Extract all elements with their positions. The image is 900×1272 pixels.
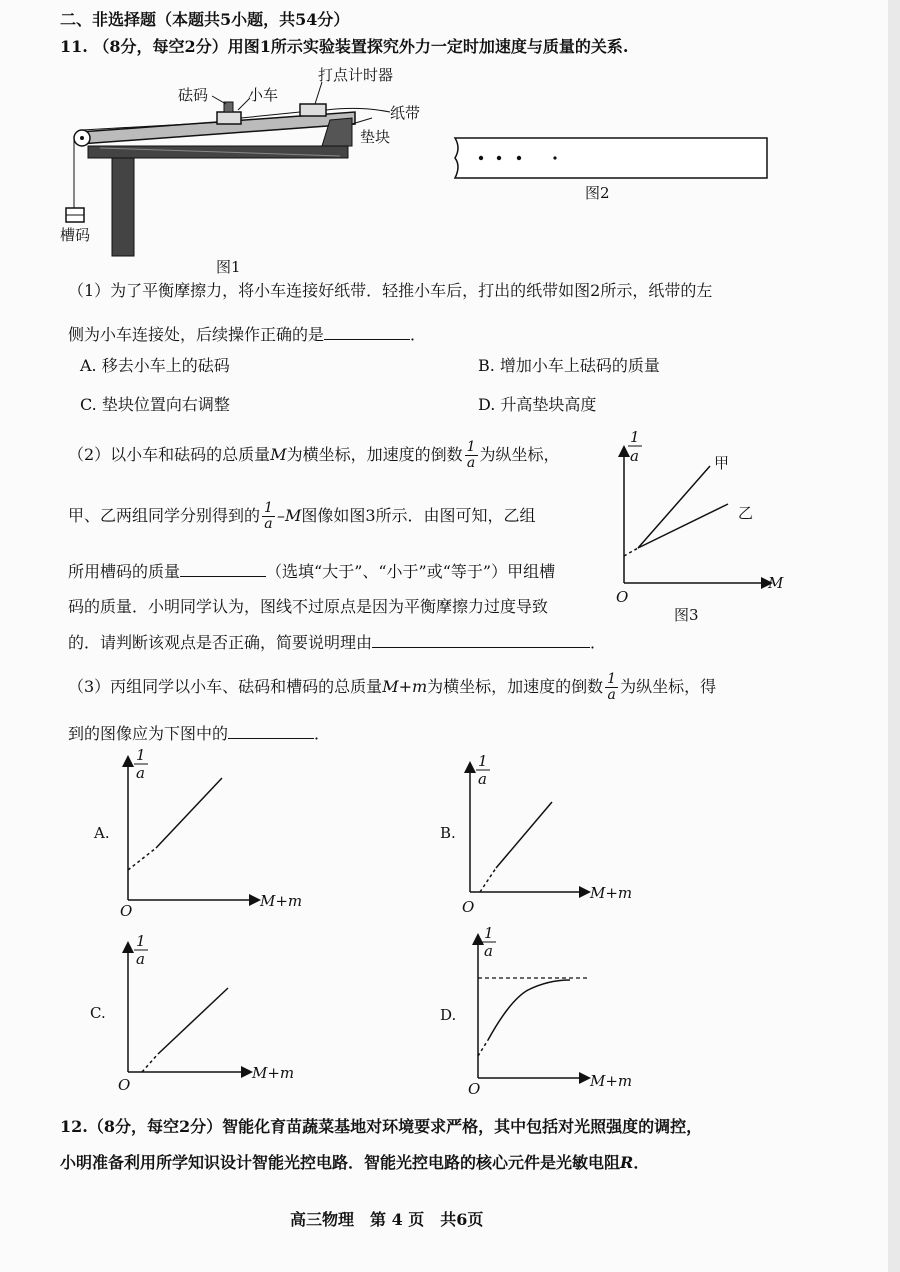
var-m-plus-m: M+m (382, 677, 428, 696)
y-num: 1 (136, 746, 146, 764)
q11-p2-text: 的．请判断该观点是否正确，简要说明理由 (68, 633, 373, 652)
origin: O (120, 902, 133, 920)
fig1-caption: 图1 (216, 258, 241, 276)
figure2-tape (455, 130, 775, 210)
option-a: A. 移去小车上的砝码 (80, 356, 230, 375)
q11-p1-line2-text: 侧为小车连接处，后续操作正确的是 (68, 325, 325, 344)
tape-dot (517, 156, 521, 160)
tape-dot (497, 156, 501, 160)
var-m: –M (276, 506, 302, 525)
x-label: M+m (590, 1072, 633, 1090)
origin: O (118, 1076, 131, 1094)
fig3-y-den: a (630, 447, 639, 465)
q11-p2-line4: 码的质量．小明同学认为，图线不过原点是因为平衡摩擦力过度导致 (68, 597, 549, 616)
q12-line2 (60, 1153, 649, 1173)
page-edge (888, 0, 900, 1272)
q11-stem-line (60, 37, 628, 57)
fraction-num: 1 (466, 439, 476, 455)
fraction-1-over-a (605, 672, 618, 703)
option-d: D. 升高垫块高度 (478, 395, 597, 414)
graph-label-b: B. (440, 824, 456, 842)
q11-p1-line2 (68, 323, 426, 345)
q11-p3-line2 (68, 722, 330, 744)
graph-option-c (90, 932, 330, 1096)
q11-p2-text: （2）以小车和砝码的总质量 (68, 445, 271, 464)
q12-number: 12. (60, 1117, 88, 1136)
fraction-den: a (607, 687, 616, 703)
q11-p2-text: 甲、乙两组同学分别得到的 (68, 506, 261, 525)
q12-line1 (60, 1117, 702, 1137)
q11-p2-line3 (68, 560, 555, 582)
figure3-graph (610, 428, 790, 658)
q11-number: 11. (60, 37, 88, 56)
tape-dot (479, 156, 483, 160)
series-line-a (638, 466, 710, 548)
q12-text: ． (633, 1153, 650, 1172)
figure1-apparatus (60, 60, 440, 280)
answer-blank[interactable] (228, 722, 314, 739)
fig3-y-num: 1 (630, 428, 640, 446)
tape-dot (553, 156, 556, 159)
graph-line (158, 988, 228, 1054)
var-m: M (270, 445, 287, 464)
q11-p1-line1: （1）为了平衡摩擦力，将小车连接好纸带．轻推小车后，打出的纸带如图2所示，纸带的左 (68, 281, 713, 300)
graph-option-a (90, 746, 330, 920)
q11-p2-line1 (68, 440, 560, 471)
y-den: a (478, 770, 487, 788)
fig1-timer-label: 打点计时器 (318, 66, 394, 84)
fig3-x-label: M (768, 574, 784, 592)
graph-label-d: D. (440, 1006, 457, 1024)
origin: O (468, 1080, 481, 1098)
cart-icon (217, 112, 241, 124)
fraction-den: a (466, 455, 476, 471)
q11-stem: （8分，每空2分）用图1所示实验装置探究外力一定时加速度与质量的关系. (93, 37, 629, 56)
x-label: M+m (260, 892, 303, 910)
y-num: 1 (478, 752, 488, 770)
q11-p3-text: 为纵坐标，得 (620, 677, 717, 696)
series-line-b (638, 504, 728, 548)
q11-p2-line2 (68, 501, 536, 532)
option-c: C. 垫块位置向右调整 (80, 395, 230, 414)
answer-blank[interactable] (372, 631, 590, 648)
fig3-series-b-label: 乙 (738, 504, 754, 522)
var-r: R (620, 1153, 634, 1172)
q12-text: 小明准备利用所学知识设计智能光控电路．智能光控电路的核心元件是光敏电阻 (60, 1153, 621, 1172)
fig1-weight-label: 砝码 (178, 86, 209, 104)
y-num: 1 (136, 932, 146, 950)
q11-p2-text: 图像如图3所示．由图可知，乙组 (301, 506, 536, 525)
q11-p2-line5 (68, 631, 606, 653)
y-den: a (136, 950, 145, 968)
bench-leg (112, 158, 134, 256)
graph-label-c: C. (90, 1004, 106, 1022)
fig1-block-label: 垫块 (360, 128, 391, 146)
timer-icon (300, 104, 326, 116)
fraction-num: 1 (607, 671, 617, 687)
answer-blank[interactable] (324, 323, 410, 340)
tape-strip (455, 138, 767, 178)
graph-option-d (440, 924, 680, 1098)
graph-line (156, 778, 222, 848)
q11-p2-text: 为纵坐标， (479, 445, 560, 464)
y-num: 1 (484, 924, 494, 942)
y-den: a (484, 942, 493, 960)
q11-p2-text: （选填“大于”、“小于”或“等于”）甲组槽 (266, 562, 556, 581)
x-label: M+m (590, 884, 633, 902)
page-footer: 高三物理 第 4 页 共6页 (290, 1210, 484, 1229)
fig1-tape-label: 纸带 (390, 104, 421, 122)
q11-p3-text: 到的图像应为下图中的 (68, 724, 229, 743)
graph-line (496, 802, 552, 868)
fig3-origin: O (616, 588, 629, 606)
y-den: a (136, 764, 145, 782)
q11-p3-text: （3）丙组同学以小车、砝码和槽码的总质量 (68, 677, 383, 696)
fig1-hanger-label: 槽码 (60, 226, 91, 244)
section-header: 二、非选择题（本题共5小题，共54分） (60, 10, 350, 29)
fraction-1-over-a (262, 501, 275, 532)
q11-p2-text: 为横坐标，加速度的倒数 (286, 445, 463, 464)
origin: O (462, 898, 475, 916)
q11-p3-line1 (68, 670, 716, 704)
extrapolation-dash (624, 548, 638, 556)
q11-p2-text: 所用槽码的质量 (68, 562, 181, 581)
q11-p3-text: ． (314, 724, 331, 743)
fraction-den: a (264, 516, 273, 532)
fraction-num: 1 (264, 500, 273, 516)
q11-p1-line2-end: ． (410, 325, 427, 344)
fig3-caption: 图3 (674, 606, 699, 624)
q11-p2-text: ． (590, 633, 607, 652)
fig3-series-a-label: 甲 (714, 454, 730, 472)
q12-text: （8分，每空2分）智能化育苗蔬菜基地对环境要求严格，其中包括对光照强度的调控， (87, 1117, 703, 1136)
fig1-cart-label: 小车 (248, 86, 279, 104)
fraction-1-over-a (465, 440, 478, 471)
graph-label-a: A. (94, 824, 110, 842)
fig2-caption: 图2 (585, 184, 610, 202)
graph-option-b (440, 752, 680, 920)
answer-blank[interactable] (180, 560, 266, 577)
q11-p3-text: 为横坐标，加速度的倒数 (427, 677, 604, 696)
graph-line (488, 980, 570, 1040)
x-label: M+m (252, 1064, 295, 1082)
option-b: B. 增加小车上砝码的质量 (478, 356, 660, 375)
